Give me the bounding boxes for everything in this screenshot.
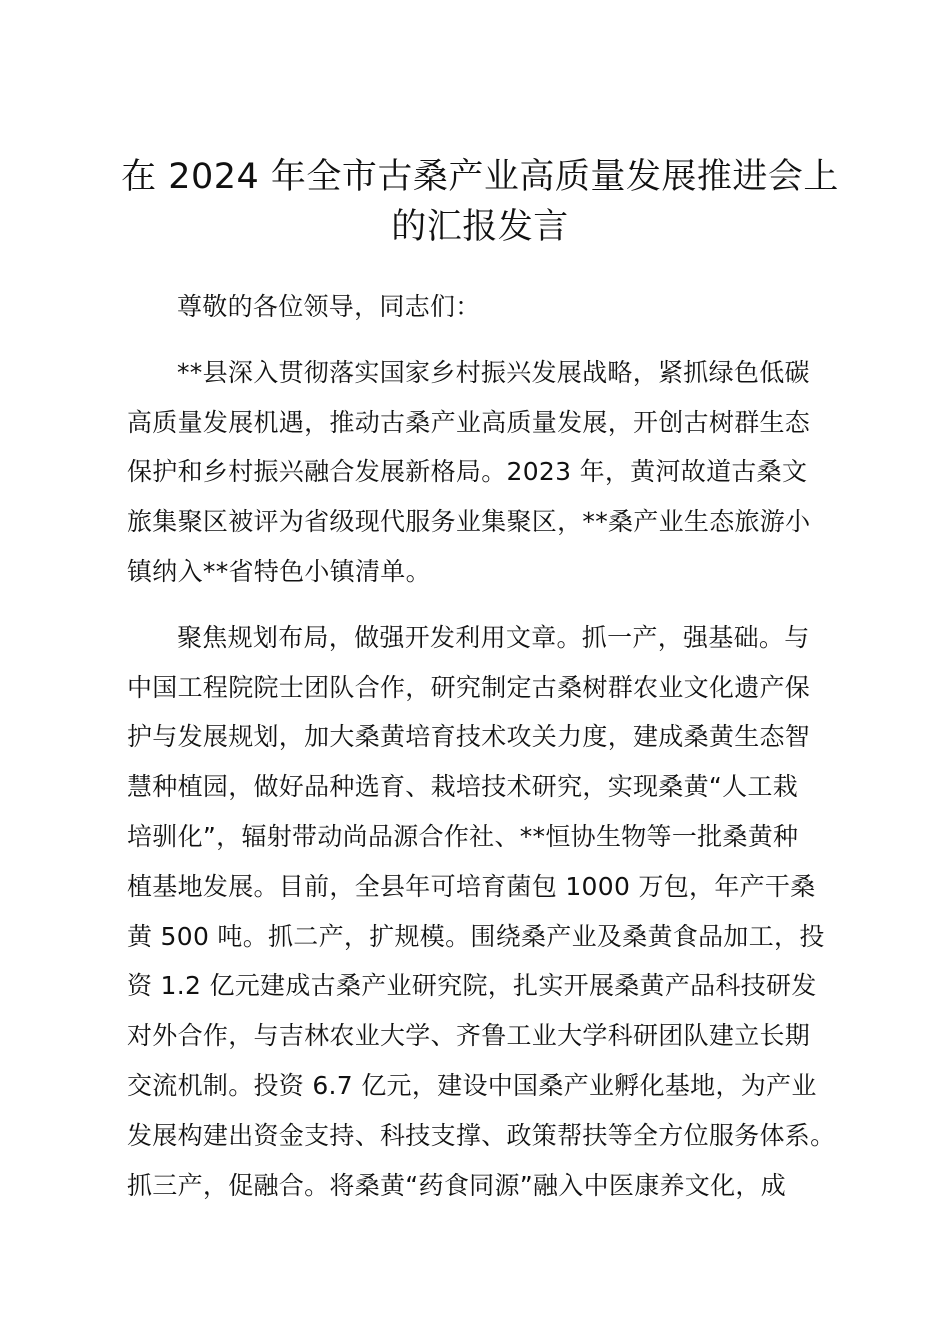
paragraph-line: 保护和乡村振兴融合发展新格局。2023 年，黄河故道古桑文 — [127, 457, 808, 487]
paragraph-line: 发展构建出资金支持、科技支撑、政策帮扶等全方位服务体系。 — [127, 1120, 836, 1150]
paragraph-line: 资 1.2 亿元建成古桑产业研究院，扎实开展桑黄产品科技研发 — [127, 971, 817, 1001]
paragraph-line: **县深入贯彻落实国家乡村振兴发展战略，紧抓绿色低碳 — [177, 357, 810, 387]
paragraph-line: 交流机制。投资 6.7 亿元，建设中国桑产业孵化基地，为产业 — [127, 1070, 817, 1100]
paragraph-2 — [127, 613, 857, 1211]
document-title — [120, 152, 840, 252]
paragraph-line: 旅集聚区被评为省级现代服务业集聚区，**桑产业生态旅游小 — [127, 507, 811, 537]
greeting: 尊敬的各位领导，同志们： — [177, 292, 481, 321]
title-line: 的汇报发言 — [391, 207, 569, 247]
paragraph-gap — [127, 597, 857, 613]
document-body — [127, 282, 857, 1210]
paragraph-line: 植基地发展。目前，全县年可培育菌包 1000 万包，年产干桑 — [127, 871, 816, 901]
paragraph-line: 聚焦规划布局，做强开发利用文章。抓一产，强基础。与 — [177, 622, 810, 652]
paragraph-gap — [127, 332, 857, 348]
paragraph-line: 慧种植园，做好品种选育、栽培技术研究，实现桑黄“人工栽 — [127, 772, 799, 802]
paragraph-line: 黄 500 吨。抓二产，扩规模。围绕桑产业及桑黄食品加工，投 — [127, 921, 825, 951]
paragraph-line: 高质量发展机遇，推动古桑产业高质量发展，开创古树群生态 — [127, 407, 811, 437]
paragraph-line: 护与发展规划，加大桑黄培育技术攻关力度，建成桑黄生态智 — [127, 722, 811, 752]
paragraph-line: 对外合作，与吉林农业大学、齐鲁工业大学科研团队建立长期 — [127, 1021, 811, 1051]
paragraph-line: 镇纳入**省特色小镇清单。 — [127, 556, 431, 586]
paragraph-line: 抓三产，促融合。将桑黄“药食同源”融入中医康养文化，成 — [127, 1170, 787, 1200]
paragraph-line: 中国工程院院士团队合作，研究制定古桑树群农业文化遗产保 — [127, 672, 811, 702]
title-line: 在 2024 年全市古桑产业高质量发展推进会上 — [121, 157, 839, 197]
paragraph-line: 培驯化”，辐射带动尚品源合作社、**恒协生物等一批桑黄种 — [127, 821, 799, 851]
paragraph-1 — [127, 348, 857, 597]
